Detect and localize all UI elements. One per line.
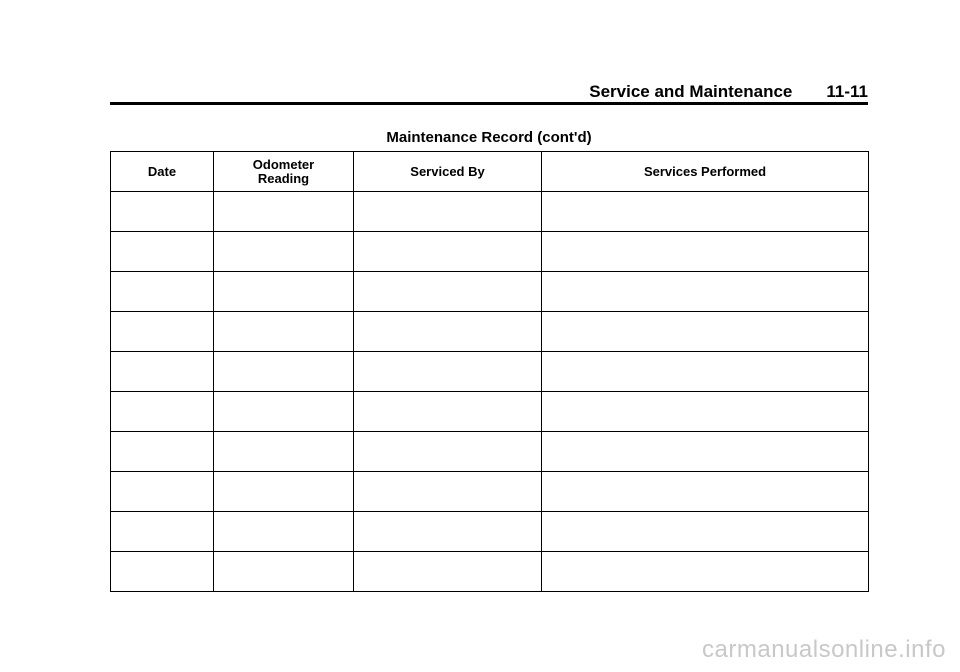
table-cell [111,272,214,312]
table-body [111,192,869,592]
table-cell [542,352,869,392]
table-cell [214,432,354,472]
table-cell [354,432,542,472]
table-cell [111,392,214,432]
table-cell [542,272,869,312]
table-cell [542,392,869,432]
table-row [111,352,869,392]
table-cell [111,352,214,392]
column-header-date: Date [111,152,214,192]
table-cell [111,512,214,552]
section-title: Service and Maintenance [589,82,793,101]
table-row [111,192,869,232]
table-cell [354,392,542,432]
table-row [111,312,869,352]
table-header-row [111,152,869,192]
table-cell [214,272,354,312]
table-cell [542,232,869,272]
table-cell [354,512,542,552]
table-cell [354,472,542,512]
column-header-services-performed: Services Performed [542,152,869,192]
table-cell [542,552,869,592]
table-row [111,392,869,432]
table-row [111,432,869,472]
table-cell [354,272,542,312]
watermark: carmanualsonline.info [702,636,946,663]
table-cell [542,192,869,232]
table-cell [214,192,354,232]
table-cell [214,232,354,272]
table-cell [214,552,354,592]
table-row [111,472,869,512]
table-cell [542,432,869,472]
table-cell [111,232,214,272]
table-cell [542,472,869,512]
table-cell [354,312,542,352]
table-cell [542,512,869,552]
page-header [110,82,868,102]
page-number: 11-11 [826,82,868,101]
column-header-odometer-text: Odometer Reading [252,156,315,186]
table-cell [214,392,354,432]
column-header-serviced-by: Serviced By [354,152,542,192]
table-title: Maintenance Record (cont'd) [386,129,592,146]
table-cell [214,312,354,352]
table-cell [214,472,354,512]
table-cell [111,312,214,352]
header-rule [110,102,868,105]
table-cell [354,192,542,232]
table-cell [354,552,542,592]
table-row [111,512,869,552]
maintenance-record-table [110,151,869,592]
table-cell [354,352,542,392]
table-cell [111,432,214,472]
table-row [111,232,869,272]
table-cell [214,512,354,552]
column-header-odometer-reading [214,152,354,192]
table-cell [111,192,214,232]
table-row [111,272,869,312]
table-cell [111,552,214,592]
table-cell [542,312,869,352]
table-cell [214,352,354,392]
table-cell [111,472,214,512]
table-cell [354,232,542,272]
table-row [111,552,869,592]
